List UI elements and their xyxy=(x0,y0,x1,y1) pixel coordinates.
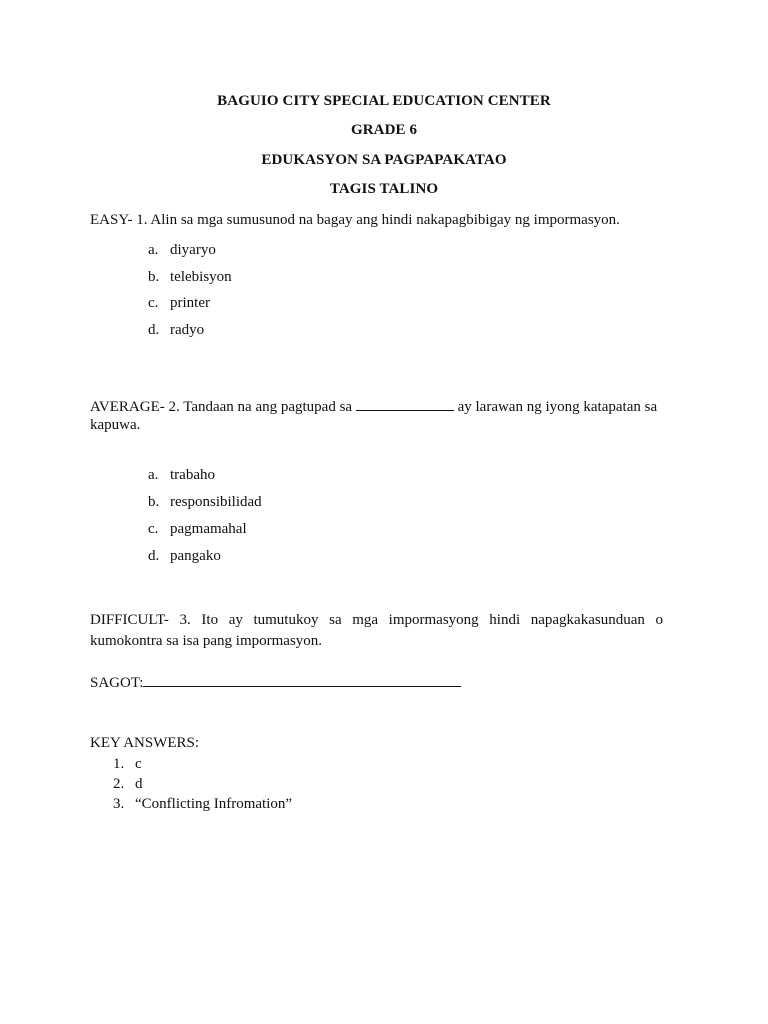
option-letter: c. xyxy=(148,295,159,311)
subject-title: EDUKASYON SA PAGPAPAKATAO xyxy=(261,152,507,168)
option-text: trabaho xyxy=(170,467,215,483)
question-2-prompt-line2: kapuwa. xyxy=(90,417,141,433)
question-2-prompt-before: AVERAGE- 2. Tandaan na ang pagtupad sa xyxy=(90,399,353,415)
key-answer-text: “Conflicting Infromation” xyxy=(135,796,293,812)
question-1-option-a xyxy=(148,242,216,259)
option-text: diyaryo xyxy=(170,242,216,258)
question-1-prompt: EASY- 1. Alin sa mga sumusunod na bagay ang hindi nakapagbibigay ng impormasyon. xyxy=(90,212,620,228)
key-answers-title: KEY ANSWERS: xyxy=(90,735,200,751)
option-letter: b. xyxy=(148,494,160,510)
answer-label: SAGOT: xyxy=(90,675,144,691)
answer-blank xyxy=(143,673,461,687)
option-text: radyo xyxy=(170,322,205,338)
option-letter: d. xyxy=(148,548,160,564)
question-2-blank xyxy=(356,397,454,411)
key-answer-item xyxy=(113,776,143,793)
answer-line xyxy=(90,673,461,692)
question-1-option-c xyxy=(148,295,210,312)
question-2-prompt-after: ay larawan ng iyong katapatan sa xyxy=(457,399,658,415)
option-text: pagmamahal xyxy=(170,521,247,537)
option-letter: a. xyxy=(148,467,159,483)
option-letter: b. xyxy=(148,269,160,285)
key-answer-number: 1. xyxy=(113,756,125,772)
option-letter: c. xyxy=(148,521,159,537)
key-answer-number: 2. xyxy=(113,776,125,792)
key-answer-number: 3. xyxy=(113,796,125,812)
question-1-option-d xyxy=(148,322,204,339)
question-3-prompt-line1: DIFFICULT- 3. Ito ay tumutukoy sa mga impormasyong hindi napagkakasunduan o xyxy=(90,612,663,628)
question-2-option-b xyxy=(148,494,262,511)
option-letter: a. xyxy=(148,242,159,258)
question-1-option-b xyxy=(148,269,232,286)
school-name: BAGUIO CITY SPECIAL EDUCATION CENTER xyxy=(217,93,551,109)
key-answer-item xyxy=(113,796,292,813)
grade-level: GRADE 6 xyxy=(350,122,418,138)
option-text: telebisyon xyxy=(170,269,232,285)
question-2-option-d xyxy=(148,548,221,565)
key-answer-text: d xyxy=(135,776,143,792)
option-text: responsibilidad xyxy=(170,494,262,510)
question-2-option-c xyxy=(148,521,247,538)
quiz-title: TAGIS TALINO xyxy=(329,181,439,197)
question-3-prompt-line2: kumokontra sa isa pang impormasyon. xyxy=(90,633,323,649)
question-2-prompt xyxy=(90,397,657,416)
option-letter: d. xyxy=(148,322,160,338)
question-2-option-a xyxy=(148,467,215,484)
option-text: printer xyxy=(170,295,210,311)
key-answer-text: c xyxy=(135,756,142,772)
key-answer-item xyxy=(113,756,142,773)
option-text: pangako xyxy=(170,548,221,564)
